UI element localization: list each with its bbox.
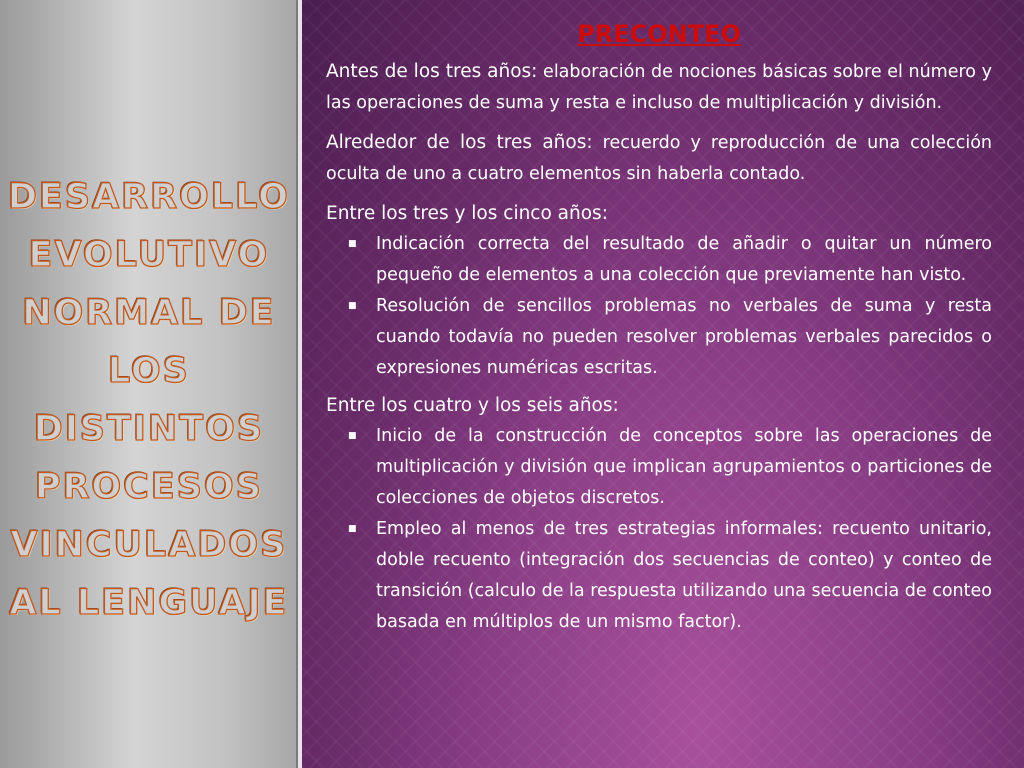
square-bullet-icon: ■: [348, 431, 357, 441]
section-1-list: [326, 229, 992, 384]
section-2-title: Entre los cuatro y los seis años:: [326, 395, 619, 416]
paragraph-2-text: recuerdo y reproducción de una colección oculta de uno a cuatro elementos sin haberla contado.: [326, 133, 992, 184]
list-item: [326, 229, 992, 291]
section-1-title: Entre los tres y los cinco años:: [326, 203, 608, 224]
slide-content: [326, 16, 992, 644]
list-item-text: Inicio de la construcción de conceptos sobre las operaciones de multiplicación y división que implican agrupamientos o particiones de colecciones de objetos discretos.: [376, 426, 992, 508]
list-item-text: Resolución de sencillos problemas no verbales de suma y resta cuando todavía no pueden resolver problemas verbales parecidos o expresiones numéricas escritas.: [376, 296, 992, 378]
paragraph-1-lead: Antes de los tres años:: [326, 61, 538, 82]
paragraph-2-lead: Alrededor de los tres años:: [326, 132, 593, 153]
slide-heading: PRECONTEO: [577, 20, 741, 48]
paragraph-2: [326, 127, 992, 190]
list-item: [326, 421, 992, 514]
list-item: [326, 291, 992, 384]
content-panel: [302, 0, 1024, 768]
title-panel: [0, 0, 298, 768]
square-bullet-icon: ■: [348, 239, 357, 249]
list-item-text: Indicación correcta del resultado de añadir o quitar un número pequeño de elementos a una colección que previamente han visto.: [376, 234, 992, 285]
paragraph-1: [326, 56, 992, 119]
square-bullet-icon: ■: [348, 524, 357, 534]
section-2-list: [326, 421, 992, 638]
square-bullet-icon: ■: [348, 301, 357, 311]
paragraph-1-text: elaboración de nociones básicas sobre el número y las operaciones de suma y resta e incluso de multiplicación y división.: [326, 62, 992, 113]
list-item-text: Empleo al menos de tres estrategias informales: recuento unitario, doble recuento (integración dos secuencias de conteo) y conteo de transición (calculo de la respuesta utilizando una secuencia de conteo basada en múltiplos de un mismo factor).: [376, 519, 992, 632]
slide-side-title: DESARROLLO EVOLUTIVO NORMAL DE LOS DISTINTOS PROCESOS VINCULADOS AL LENGUAJE: [7, 177, 291, 623]
list-item: [326, 514, 992, 638]
